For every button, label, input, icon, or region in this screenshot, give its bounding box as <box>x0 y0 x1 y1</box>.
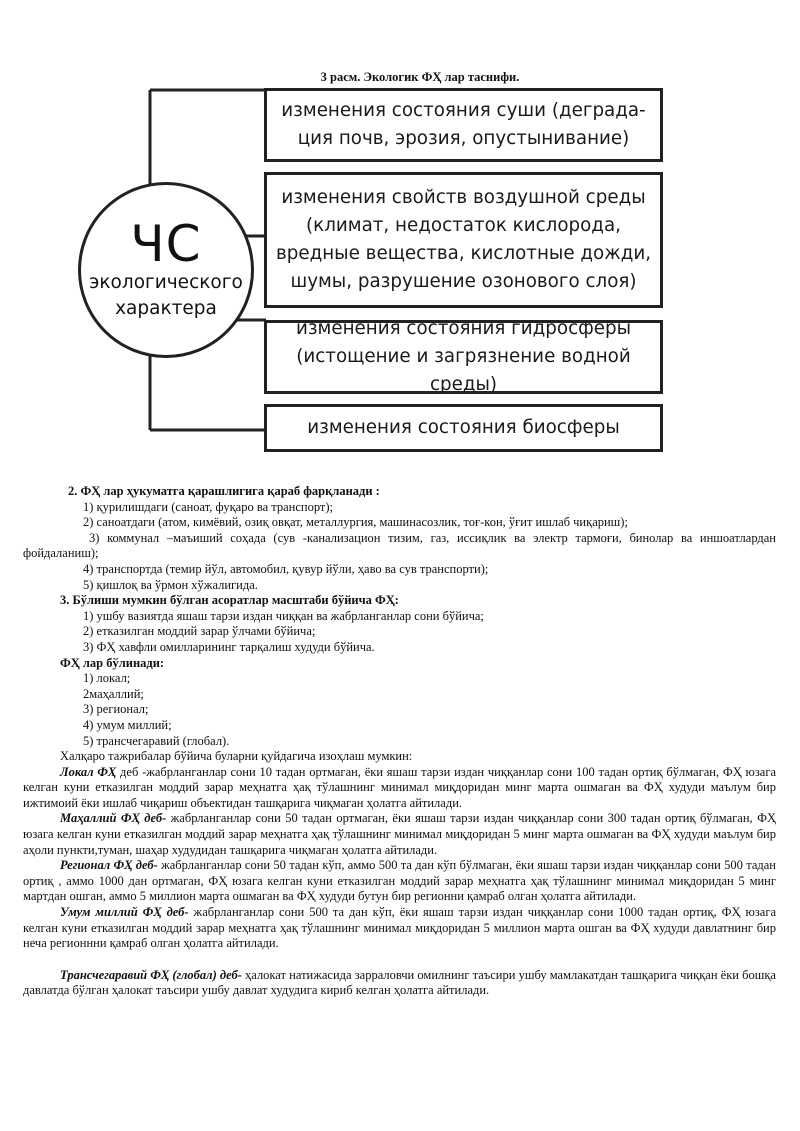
division-heading: ФҲ лар бўлинади: <box>60 655 165 670</box>
definition-term: Регионал ФҲ деб- <box>60 858 158 873</box>
definition-term: Маҳаллий ФҲ деб- <box>60 811 167 826</box>
section2-heading: 2. ФҲ лар ҳукуматга қарашлигига қараб фарқланади : <box>68 484 380 498</box>
definition-text: деб -жабрланганлар сони 10 тадан ортмаган, ёки яшаш тарзи издан чиққанлар сони 100 тадан ортиқ бўлмаган, ФҲ юзага келган куни етказилган моддий зарар меҳнатга ҳақ тўлашнинг минимал миқдоридан минг марта ошмаган ва ФҲ худуди маълум бир ижтимоий ёки ишлаб чиқариш объектидан ташқарига чиқмаган ҳолатга айтилади. <box>23 764 776 810</box>
definition-local <box>23 765 776 812</box>
definition-term: Умум миллий ФҲ деб- <box>60 905 189 920</box>
center-subtitle-2: характера <box>115 298 217 319</box>
center-circle <box>78 182 254 358</box>
list-item: 5) қишлоқ ва ўрмон хўжалигида. <box>83 577 258 592</box>
definition-term: Локал ФҲ <box>60 764 121 779</box>
section3-heading: 3. Бўлиши мумкин бўлган асоратлар масштаби бўйича ФҲ: <box>60 593 399 608</box>
list-item: 3) ФҲ хавфли омилларининг тарқалиш худуди бўйича. <box>83 639 375 654</box>
box-land: изменения состояния суши (деграда-ция почв, эрозия, опустынивание) <box>264 88 663 162</box>
list-item: 3) коммунал –маъиший соҳада (сув -канализацион тизим, газ, иссиқлик ва электр тармоғи, бинолар ва иншоатлардан фойдаланиш); <box>23 530 776 561</box>
list-item: 2) етказилган моддий зарар ўлчами бўйича; <box>83 624 316 639</box>
document-body <box>23 484 776 999</box>
definition-text: ҳалокат натижасида зарраловчи омилнинг таъсири ушбу мамлакатдан ташқарига чиққан ёки бошқа давлатда бўлган ҳалокат таъсири ушбу давлат худудига кириб келган ҳолатга айтилади. <box>23 967 776 998</box>
figure-caption: 3 расм. Экологик ФҲ лар таснифи. <box>320 70 520 84</box>
list-item: 1) локал; <box>83 671 131 686</box>
division-intro: Халқаро тажрибалар бўйича буларни қуйдагича изоҳлаш мумкин: <box>60 749 413 764</box>
center-subtitle-1: экологического <box>89 272 243 293</box>
list-item: 2) саноатдаги (атом, кимёвий, озиқ овқат, металлургия, машинасозлик, тоғ-кон, ўғит ишлаб чиқариш); <box>83 515 628 530</box>
center-title: ЧС <box>130 215 202 273</box>
definition-term: Трансчегаравий ФҲ (глобал) деб- <box>60 967 242 982</box>
list-item: 4) умум миллий; <box>83 717 172 732</box>
box-air: изменения свойств воздушной среды (климат, недостаток кислорода, вредные вещества, кислотные дожди, шумы, разрушение озонового слоя) <box>264 172 663 308</box>
box-hydrosphere: изменения состояния гидросферы (истощение и загрязнение водной среды) <box>264 320 663 394</box>
definition-regional <box>23 858 776 905</box>
list-item: 1) ушбу вазиятда яшаш тарзи издан чиққан ва жабрланганлар сони бўйича; <box>83 608 484 623</box>
list-item: 4) транспортда (темир йўл, автомобил, қувур йўли, ҳаво ва сув транспорти); <box>83 561 489 576</box>
definition-text: жабрланганлар сони 50 тадан кўп, аммо 500 та дан кўп бўлмаган, ёки яшаш тарзи издан чиққанлар сони 500 тадан ортиқ , аммо 1000 дан ортмаган, ФҲ юзага келган куни етказилган моддий зарар меҳнатга ҳақ тўлашнинг минимал миқдоридан 5 минг мартдан ошган, аммо 5 миллион марта ошмаган ва ФҲ худуди бутун бир регионни қамраб олган ҳолатга айтилади. <box>23 858 776 904</box>
list-item: 3) регионал; <box>83 702 149 717</box>
definition-national <box>23 905 776 952</box>
definition-mahalliy <box>23 811 776 858</box>
box-biosphere: изменения состояния биосферы <box>264 404 663 452</box>
list-item: 5) трансчегаравий (глобал). <box>83 733 230 748</box>
definition-text: жабрланганлар сони 50 тадан ортмаган, ёки яшаш тарзи издан чиққанлар сони 300 тадан ортиқ бўлмаган, ФҲ юзага келган куни етказилган моддий зарар меҳнатга ҳақ тўлашнинг минимал миқдоридан 5 минг марта ошмаган ва ФҲ худуди маълум бир аҳоли пункти,туман, шаҳар худудидан ташқарига чиқмаган ҳолатга айтилади. <box>23 811 776 857</box>
definition-text: жабрланганлар сони 500 та дан кўп, ёки яшаш тарзи издан чиққанлар сони 1000 тадан ортиқ, ФҲ юзага келган куни етказилган моддий зарар меҳнатга ҳақ тўлашнинг минимал миқдоридан 5 миллион марта ошган ва ФҲ худуди давлатнинг бир неча регионнни қамраб олган ҳолатга айтилади. <box>23 905 776 951</box>
list-item: 1) қурилишдаги (саноат, фуқаро ва транспорт); <box>83 499 334 514</box>
definition-global <box>23 968 776 999</box>
list-item: 2маҳаллий; <box>83 686 144 701</box>
